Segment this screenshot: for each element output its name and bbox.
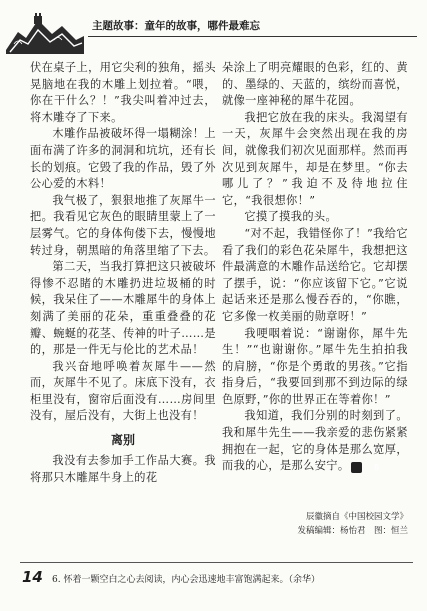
paragraph: 我兴奋地呼唤着灰犀牛——然而，灰犀牛不见了。床底下没有，衣柜里没有，窗帘后面没有……房间里没有，屋后没有，大街上也没有！ — [30, 359, 216, 423]
paragraph: 我没有去参加手工作品大赛。我将那只木雕犀牛身上的花 — [30, 454, 216, 484]
footer-quote: 6. 怀着一颗空白之心去阅读，内心会迅速地丰富饱满起来。（余华） — [52, 575, 320, 585]
credit-editors: 发稿编辑：杨怡君 图：恒兰 — [297, 526, 408, 536]
great-wall-logo-icon — [4, 10, 86, 54]
paragraph: 朵涂上了明亮耀眼的色彩，红的、黄的、墨绿的、天蓝的，缤纷而喜悦，就像一座神秘的犀牛花园。 — [222, 61, 408, 108]
left-column — [30, 60, 216, 486]
paragraph: 第二天，当我打算把这只被破坏得惨不忍睹的木雕扔进垃圾桶的时候，我呆住了——木雕犀牛的身体上刻满了美丽的花朵，重重叠叠的花瓣、蜿蜒的花茎、传神的叶子……是的，那是一件无与伦比的艺术品！ — [30, 260, 216, 357]
right-column — [222, 60, 408, 475]
section-title: 离别 — [110, 433, 135, 448]
paragraph-final — [222, 408, 408, 474]
end-mark-icon: 8 — [351, 462, 362, 473]
paragraph: 它摸了摸我的头。 — [244, 210, 338, 224]
paragraph: “对不起，我错怪你了！”我给它看了我们的彩色花朵犀牛，我想把这件最满意的木雕作品送给它。它却摆了摆手，说：“你应该留下它。”它说起话来还是那么慢吞吞的，“你瞧，它多像一枚美丽的勋章呀！” — [222, 226, 408, 323]
paragraph: 我把它放在我的床头。我渴望有一天，灰犀牛会突然出现在我的房间，就像我们初次见面那样。然而再次见到灰犀牛，却是在梦里。“你去哪儿了？”我迫不及待地拉住它，“我很想你！” — [222, 110, 408, 207]
header-title: 主题故事：童年的故事，哪件最难忘 — [92, 20, 260, 32]
paragraph: 木雕作品被破坏得一塌糊涂！上面布满了许多的洞洞和坑坑，还有长长的划痕。它毁了我的作品，毁了外公心爱的木料！ — [30, 127, 216, 191]
paragraph: 我气极了，狠狠地推了灰犀牛一把。我看见它灰色的眼睛里蒙上了一层雾气。它的身体佝偻下去，慢慢地转过身，朝黑暗的角落里缩了下去。 — [30, 193, 216, 257]
credits — [222, 510, 408, 538]
page-number: 14 — [22, 568, 43, 586]
page-header — [0, 0, 427, 58]
paragraph: 我哽咽着说：“谢谢你，犀牛先生！”“也谢谢你。”犀牛先生拍拍我的肩膀，“你是个勇敢的男孩。”它指指身后，“我要回到那不到边际的绿色原野，”你的世界正在等着你！” — [222, 326, 408, 406]
credit-source: 辰徽摘自《中国校园文学》 — [305, 512, 408, 522]
footer-divider — [20, 562, 413, 563]
header-divider — [88, 36, 417, 37]
paragraph-final-text: 我知道，我们分别的时刻到了。我和犀牛先生——我亲爱的悲伤紧紧拥抱在一起，它的身体是那么宽厚，而我的心，是那么安宁。 — [222, 409, 408, 473]
paragraph: 伏在桌子上，用它尖利的独角，摇头晃脑地在我的木雕上划拉着。“喂，你在干什么？！”我尖叫着冲过去，将木雕夺了下来。 — [30, 61, 216, 124]
